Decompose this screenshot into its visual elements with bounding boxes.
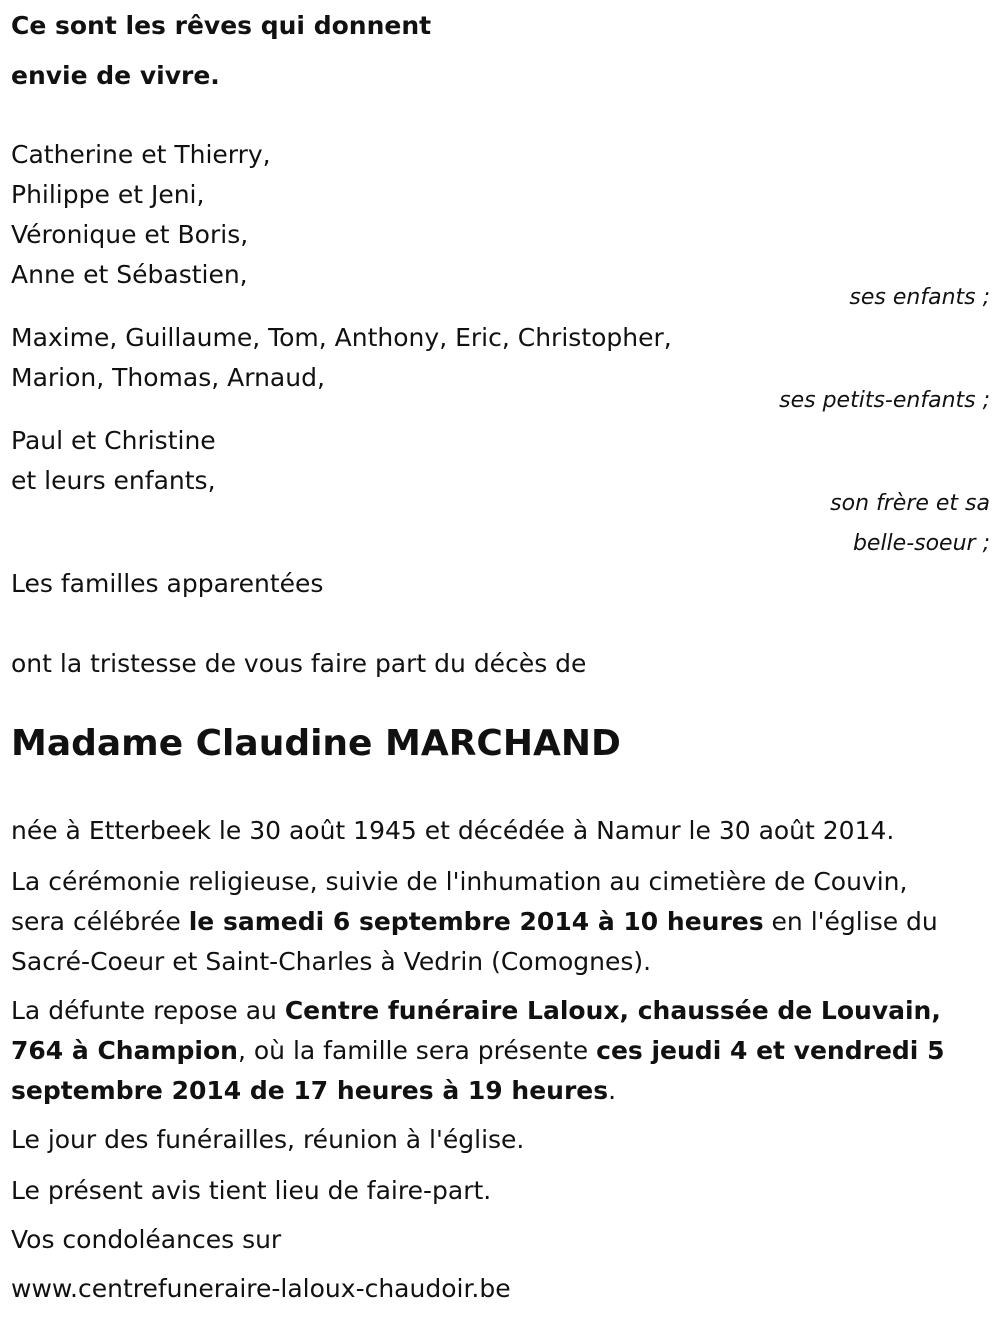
child-name: Philippe et Jeni,	[11, 180, 205, 209]
sibling-name: et leurs enfants,	[11, 466, 216, 495]
deceased-name: Madame Claudine MARCHAND	[11, 723, 621, 764]
grandchildren-relation: ses petits-enfants ;	[779, 388, 990, 413]
condolences-text: Vos condoléances sur	[11, 1225, 282, 1254]
siblings-relation-line-2: belle-soeur ;	[852, 531, 990, 556]
repose-text: .	[608, 1076, 617, 1105]
ceremony-location: Sacré-Coeur et Saint-Charles à Vedrin (Comognes).	[11, 947, 652, 976]
notice-text: Le présent avis tient lieu de faire-part.	[11, 1176, 492, 1205]
epigraph-line-2: envie de vivre.	[11, 61, 220, 90]
children-relation: ses enfants ;	[849, 285, 990, 310]
visitation-hours: septembre 2014 de 17 heures à 19 heures	[11, 1076, 609, 1105]
birth-death-text: née à Etterbeek le 30 août 1945 et décédée à Namur le 30 août 2014.	[11, 816, 895, 845]
repose-line-3	[11, 1078, 616, 1103]
funeral-home-address: 764 à Champion	[11, 1036, 238, 1065]
repose-text: La défunte repose au	[11, 996, 285, 1025]
sibling-name: Paul et Christine	[11, 426, 216, 455]
epigraph-line-1: Ce sont les rêves qui donnent	[11, 11, 432, 40]
child-name: Véronique et Boris,	[11, 220, 249, 249]
child-name: Catherine et Thierry,	[11, 140, 271, 169]
funeral-home: Centre funéraire Laloux, chaussée de Louvain,	[284, 996, 941, 1025]
visitation-dates: ces jeudi 4 et vendredi 5	[596, 1036, 945, 1065]
ceremony-line-1: La cérémonie religieuse, suivie de l'inhumation au cimetière de Couvin,	[11, 867, 908, 896]
condolences-website: www.centrefuneraire-laloux-chaudoir.be	[11, 1274, 511, 1303]
funeral-day-text: Le jour des funérailles, réunion à l'église.	[11, 1125, 525, 1154]
ceremony-date: le samedi 6 septembre 2014 à 10 heures	[188, 907, 764, 936]
grandchild-names: Maxime, Guillaume, Tom, Anthony, Eric, Christopher,	[11, 323, 672, 352]
announcement-text: ont la tristesse de vous faire part du décès de	[11, 649, 587, 678]
grandchild-names: Marion, Thomas, Arnaud,	[11, 363, 325, 392]
ceremony-text: sera célébrée	[11, 907, 189, 936]
ceremony-text: en l'église du	[763, 907, 938, 936]
related-families: Les familles apparentées	[11, 569, 324, 598]
child-name: Anne et Sébastien,	[11, 260, 248, 289]
repose-line-2	[11, 1038, 944, 1063]
ceremony-line-2	[11, 909, 938, 934]
repose-text: , où la famille sera présente	[237, 1036, 597, 1065]
siblings-relation-line-1: son frère et sa	[830, 491, 990, 516]
repose-line-1	[11, 998, 941, 1023]
